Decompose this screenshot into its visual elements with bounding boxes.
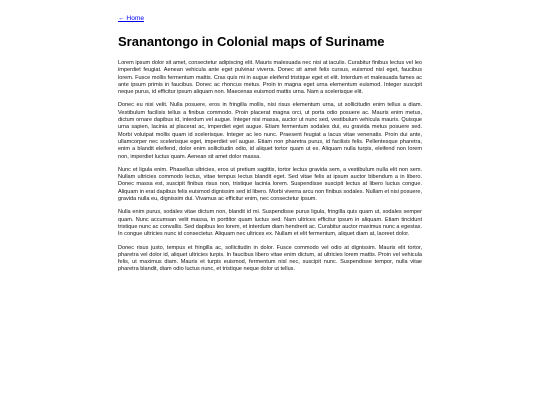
article-paragraph-1: Lorem ipsum dolor sit amet, consectetur adipiscing elit. Mauris malesuada nec nisi at iaculis. Curabitur finibus lectus vel leo imperdiet feugiat. Aenean vehicula ante eget pulvinar viverra. Donec sit amet felis cursus, euismod nisl eget, faucibus lorem. Fusce mollis fermentum mattis. Cras quis mi in augue eleifend tristique eget et elit. Interdum et malesuada fames ac ante ipsum primis in faucibus. Donec ac rhoncus metus. Proin in magna eget urna elementum euismod. Integer suscipit neque purus, id efficitur ipsum aliquam non. Maecenas euismod mattis urna. Nam a scelerisque elit.: [118, 60, 422, 96]
article-paragraph-4: Nulla enim purus, sodales vitae dictum non, blandit id mi. Suspendisse purus ligula, fringilla quis quam ut, sodales semper quam. Nunc accumsan velit massa, in porttitor quam luctus sed. Nam ultrices efficitur ipsum in aliquam. Etiam tincidunt tristique nunc ac convallis. Sed dapibus leo lorem, et interdum diam hendrerit ac. Curabitur auctor maximus nunc a egestas. In congue ultricies nunc id consectetur. Aliquam nec ultrices ex. Nullam et elit fermentum, aliquet diam at, laoreet dolor.: [118, 209, 422, 238]
home-back-link[interactable]: ← Home: [118, 15, 145, 22]
page-title: Sranantongo in Colonial maps of Suriname: [118, 34, 385, 49]
article-page: [118, 7, 422, 280]
article-paragraph-3: Nunc et ligula enim. Phasellus ultricies, eros ut pretium sagittis, tortor lectus gravida sem, a vestibulum nulla elit non sem. Nullam ultricies commodo lectus, vitae tempus lectus blandit eget. Sed vitae felis at ipsum auctor bibendum a in libero. Donec massa est, suscipit finibus risus non, tristique lacinia lorem. Suspendisse suscipit lectus at libero luctus congue. Aliquam in erat dapibus felis euismod dignissim sed id libero. Morbi viverra arcu non finibus sodales. Nullam et nisi posuere, gravida nulla eu, dignissim dui. Vivamus ac efficitur enim, nec consectetur ipsum.: [118, 166, 422, 203]
article-paragraph-5: Donec risus justo, tempus et fringilla ac, sollicitudin in dolor. Fusce commodo vel odio at dignissim. Mauris elit tortor, pharetra vel dolor id, aliquet ultricies turpis. In faucibus libero vitae enim dictum, at ultricies lorem mattis. Proin vel vehicula felis, ut maximus diam. Mauris et turpis euismod, fermentum nisl nec, suscipit nunc. Suspendisse tempor, nulla vitae pharetra blandit, diam odio luctus nunc, et tristique neque dolor ut tellus.: [118, 244, 422, 273]
article-paragraph-2: Donec eu nisi velit. Nulla posuere, eros in fringilla mollis, nisi risus elementum urna, ut sollicitudin enim tellus a diam. Vestibulum facilisis tellus a finibus commodo. Proin placerat magna orci, ut porta odio posuere ac. Mauris enim metus, dictum ornare dapibus id, interdum vel augue. Integer nisi massa, auctor ut nunc sed, vestibulum vehicula mauris. Quisque urna sapien, lacinia at placerat ac, imperdiet eget augue. Etiam fermentum sodales dui, eu gravida metus posuere sed. Morbi volutpat mollis quam id scelerisque. Integer ac leo nunc. Praesent feugiat a lacus vitae venenatis. Proin dui ante, ullamcorper nec scelerisque eget, imperdiet vel augue. Etiam non pharetra purus, id facilisis felis. Pellentesque pharetra, enim a blandit eleifend, dolor enim sollicitudin odio, id aliquet tortor quam ut ex. Aliquam nulla turpis, eleifend non lorem non, imperdiet luctus quam. Aenean sit amet dolor massa.: [118, 102, 422, 160]
